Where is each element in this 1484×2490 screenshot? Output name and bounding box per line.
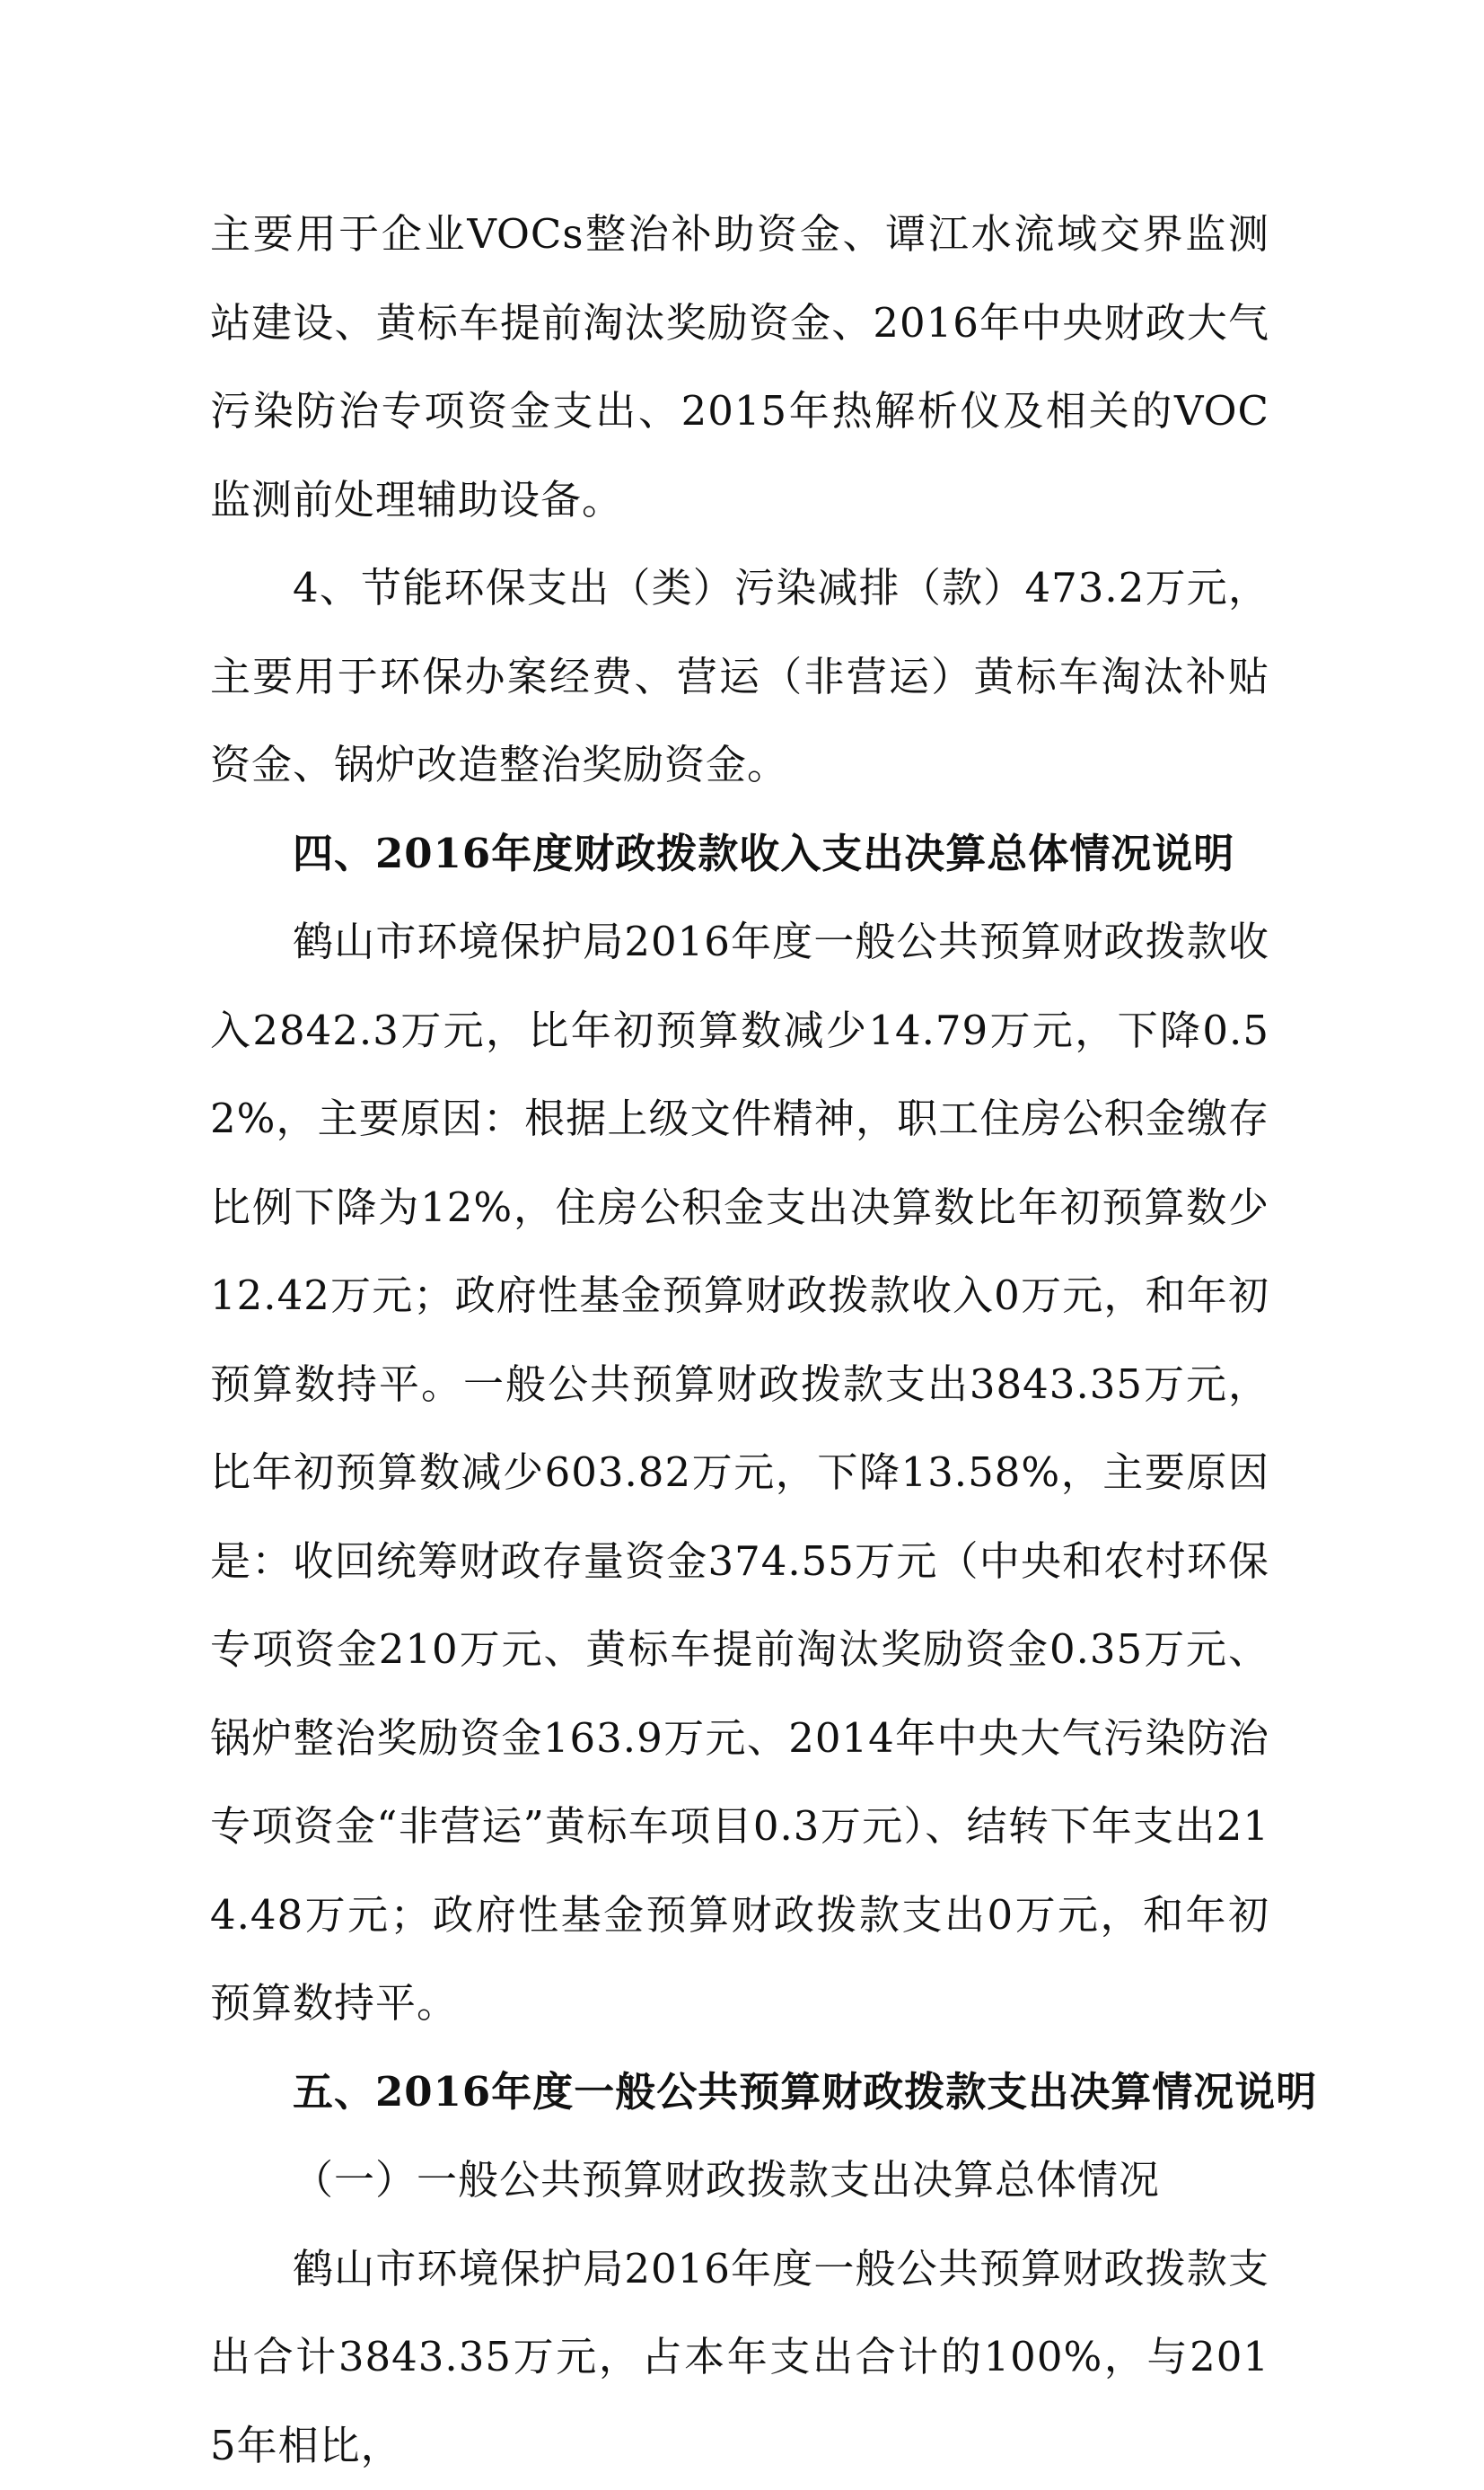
paragraph-pollution-reduction: 4、节能环保支出（类）污染减排（款）473.2万元，主要用于环保办案经费、营运（非营运）黄标车淘汰补贴资金、锅炉改造整治奖励资金。 [210, 544, 1269, 810]
section-heading-4: 四、2016年度财政拨款收入支出决算总体情况说明 [210, 810, 1269, 899]
paragraph-fiscal-overview: 鹤山市环境保护局2016年度一般公共预算财政拨款收入2842.3万元，比年初预算数减少14.79万元，下降0.52%，主要原因：根据上级文件精神，职工住房公积金缴存比例下降为12%，住房公积金支出决算数比年初预算数少12.42万元；政府性基金预算财政拨款收入0万元，和年初预算数持平。一般公共预算财政拨款支出3843.35万元，比年初预算数减少603.82万元，下降13.58%，主要原因是：收回统筹财政存量资金374.55万元（中央和农村环保专项资金210万元、黄标车提前淘汰奖励资金0.35万元、锅炉整治奖励资金163.9万元、2014年中央大气污染防治专项资金“非营运”黄标车项目0.3万元）、结转下年支出214.48万元；政府性基金预算财政拨款支出0万元，和年初预算数持平。 [210, 898, 1269, 2048]
paragraph-expenditure-total: 鹤山市环境保护局2016年度一般公共预算财政拨款支出合计3843.35万元，占本年支出合计的100%，与2015年相比， [210, 2225, 1269, 2490]
section-heading-5: 五、2016年度一般公共预算财政拨款支出决算情况说明 [210, 2048, 1269, 2137]
paragraph-usage-continued: 主要用于企业VOCs整治补助资金、谭江水流域交界监测站建设、黄标车提前淘汰奖励资金、2016年中央财政大气污染防治专项资金支出、2015年热解析仪及相关的VOC监测前处理辅助设备。 [210, 190, 1269, 544]
document-body [210, 190, 1269, 2490]
subsection-heading-1: （一）一般公共预算财政拨款支出决算总体情况 [210, 2136, 1269, 2225]
